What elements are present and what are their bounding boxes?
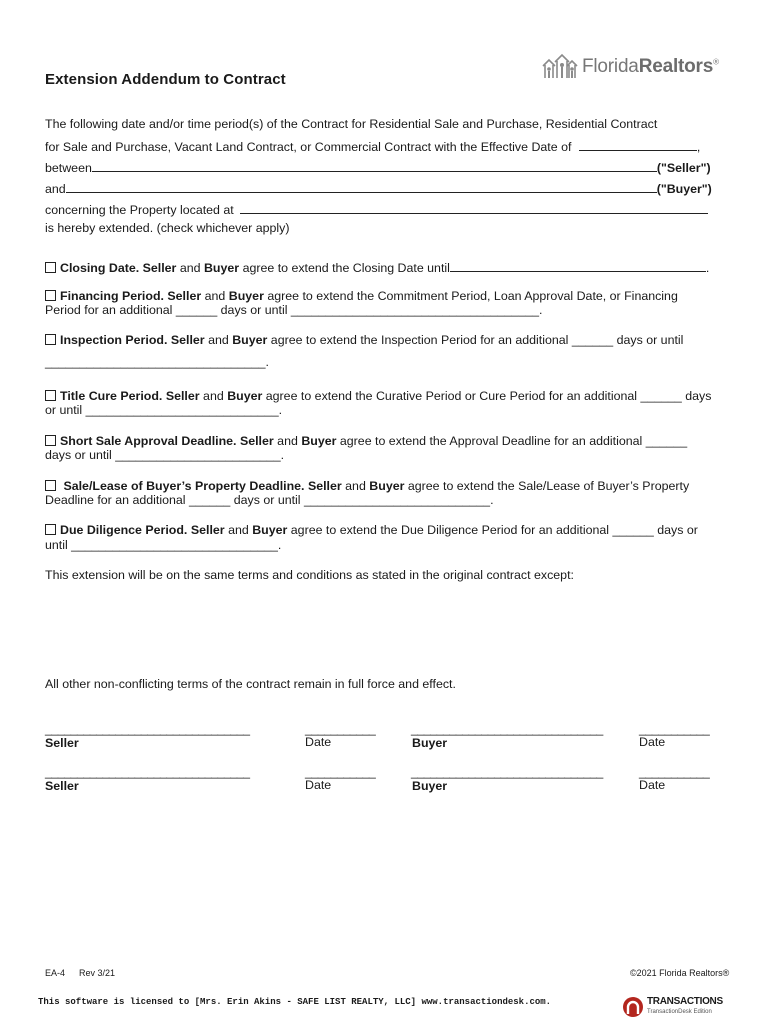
seller-date-label-1: Date [305, 735, 332, 749]
inspection-line-2[interactable]: ________________________________. [45, 355, 269, 369]
closing-date-field[interactable] [450, 259, 706, 272]
seller-signature-line-2[interactable]: ________________________________ [45, 765, 250, 779]
page-title: Extension Addendum to Contract [45, 71, 286, 88]
buyer-date-line-2[interactable]: ___________ [639, 765, 710, 779]
seller-name-field[interactable] [92, 159, 657, 172]
sale-lease-and: and [345, 479, 366, 493]
seller-signature-line-1[interactable]: ________________________________ [45, 722, 250, 736]
intro-line-1: The following date and/or time period(s) of the Contract for Residential Sale and Purchase, Residential Contract [45, 117, 658, 131]
logo-registered-mark: ® [713, 57, 719, 67]
seller-label-1: Seller [45, 736, 79, 750]
copyright-notice: ©2021 Florida Realtors® [630, 968, 730, 978]
logo-text-bold: Realtors [638, 56, 714, 77]
between-label: between [45, 161, 92, 175]
buyer-label-1: Buyer [412, 736, 448, 750]
financing-and: and [204, 289, 226, 303]
transactions-logo-icon [622, 996, 644, 1018]
title-cure-buyer: Buyer [227, 389, 263, 403]
due-diligence-text: agree to extend the Due Diligence Period for an additional ______ days or [290, 523, 698, 537]
inspection-checkbox[interactable] [45, 334, 56, 345]
option-financing-period [45, 289, 678, 304]
exceptions-text-area[interactable] [45, 588, 725, 668]
due-diligence-and: and [228, 523, 249, 537]
buyer-signature-line-1[interactable]: ______________________________ [411, 722, 603, 736]
logo-text-light: Florida [582, 56, 639, 77]
inspection-and: and [208, 333, 229, 347]
financing-title: Financing Period. [60, 289, 164, 303]
due-diligence-seller: Seller [190, 523, 225, 537]
sale-lease-seller: Seller [307, 479, 342, 493]
due-diligence-checkbox[interactable] [45, 524, 56, 535]
option-due-diligence-period [45, 523, 698, 538]
seller-tag: ("Seller") [656, 161, 711, 175]
form-revision: Rev 3/21 [79, 968, 116, 978]
and-label: and [45, 182, 66, 196]
option-sale-lease-deadline [45, 479, 689, 494]
closing-buyer: Buyer [203, 261, 240, 275]
option-inspection-period [45, 333, 683, 348]
short-sale-line-2[interactable]: days or until ________________________. [45, 448, 285, 462]
title-cure-and: and [203, 389, 224, 403]
title-cure-seller: Seller [165, 389, 200, 403]
sale-lease-buyer: Buyer [369, 479, 405, 493]
short-sale-checkbox[interactable] [45, 435, 56, 446]
closing-text: agree to extend the Closing Date until [242, 261, 450, 275]
title-cure-line-2[interactable]: or until ____________________________. [45, 403, 283, 417]
sale-lease-title: Sale/Lease of Buyer’s Property Deadline. [63, 479, 305, 493]
option-closing-date: Closing Date. Seller and Buyer agree to extend the Closing Date until . [45, 259, 709, 276]
form-id: EA-4 [45, 968, 66, 978]
financing-line-2[interactable]: Period for an additional ______ days or until ____________________________________. [45, 303, 543, 317]
short-sale-and: and [277, 434, 298, 448]
inspection-text: agree to extend the Inspection Period for an additional ______ days or until [270, 333, 684, 347]
due-diligence-title: Due Diligence Period. [60, 523, 188, 537]
seller-date-label-2: Date [305, 778, 332, 792]
seller-date-line-1[interactable]: ___________ [305, 722, 376, 736]
seller-label-2: Seller [45, 779, 79, 793]
short-sale-seller: Seller [239, 434, 274, 448]
extended-line: is hereby extended. (check whichever apply) [45, 221, 290, 235]
houses-logo-icon [541, 52, 579, 82]
buyer-signature-line-2[interactable]: ______________________________ [411, 765, 603, 779]
transactions-logo-text: TRANSACTIONS [647, 996, 723, 1007]
intro-line-2: for Sale and Purchase, Vacant Land Contract, or Commercial Contract with the Effective Date of , [45, 140, 701, 154]
sale-lease-checkbox[interactable] [45, 480, 56, 491]
florida-realtors-logo [541, 52, 719, 82]
option-short-sale-deadline [45, 434, 687, 449]
transactions-logo-subtext: TransactionDesk Edition [647, 1009, 712, 1015]
buyer-date-line-1[interactable]: ___________ [639, 722, 710, 736]
due-diligence-line-2[interactable]: until ______________________________. [45, 538, 282, 552]
inspection-title: Inspection Period. [60, 333, 168, 347]
closing-title: Closing Date. [60, 261, 140, 275]
buyer-date-label-1: Date [639, 735, 666, 749]
property-label: concerning the Property located at [45, 203, 234, 217]
title-cure-checkbox[interactable] [45, 390, 56, 401]
closing-and: and [179, 261, 201, 275]
sale-lease-text: agree to extend the Sale/Lease of Buyer’s Property [407, 479, 690, 493]
property-line [45, 201, 708, 218]
closing-seller: Seller [142, 261, 177, 275]
financing-checkbox[interactable] [45, 290, 56, 301]
and-line [45, 180, 712, 197]
buyer-label-2: Buyer [412, 779, 448, 793]
option-title-cure-period [45, 389, 711, 404]
effective-date-field[interactable] [579, 138, 697, 151]
license-notice: This software is licensed to [Mrs. Erin Akins - SAFE LIST REALTY, LLC] www.transactiondesk.com. [38, 997, 552, 1007]
buyer-name-field[interactable] [66, 180, 657, 193]
title-cure-text: agree to extend the Curative Period or Cure Period for an additional ______ days [265, 389, 712, 403]
closing-date-checkbox[interactable] [45, 262, 56, 273]
financing-buyer: Buyer [228, 289, 264, 303]
inspection-buyer: Buyer [232, 333, 268, 347]
buyer-date-label-2: Date [639, 778, 666, 792]
sale-lease-line-2[interactable]: Deadline for an additional ______ days or until ___________________________. [45, 493, 494, 507]
short-sale-buyer: Buyer [301, 434, 337, 448]
financing-seller: Seller [167, 289, 202, 303]
financing-text: agree to extend the Commitment Period, Loan Approval Date, or Financing [267, 289, 678, 303]
property-address-field[interactable] [240, 201, 708, 214]
inspection-seller: Seller [170, 333, 205, 347]
transactions-logo [622, 996, 723, 1018]
short-sale-title: Short Sale Approval Deadline. [60, 434, 237, 448]
short-sale-text: agree to extend the Approval Deadline for an additional ______ [339, 434, 688, 448]
between-line [45, 159, 711, 176]
buyer-tag: ("Buyer") [656, 182, 712, 196]
seller-date-line-2[interactable]: ___________ [305, 765, 376, 779]
intro-line-2-text: for Sale and Purchase, Vacant Land Contract, or Commercial Contract with the Effective Date of [45, 140, 572, 154]
extension-terms-text: This extension will be on the same terms and conditions as stated in the original contract except: [45, 568, 574, 582]
remaining-terms-text: All other non-conflicting terms of the contract remain in full force and effect. [45, 677, 456, 691]
due-diligence-buyer: Buyer [252, 523, 288, 537]
title-cure-title: Title Cure Period. [60, 389, 163, 403]
